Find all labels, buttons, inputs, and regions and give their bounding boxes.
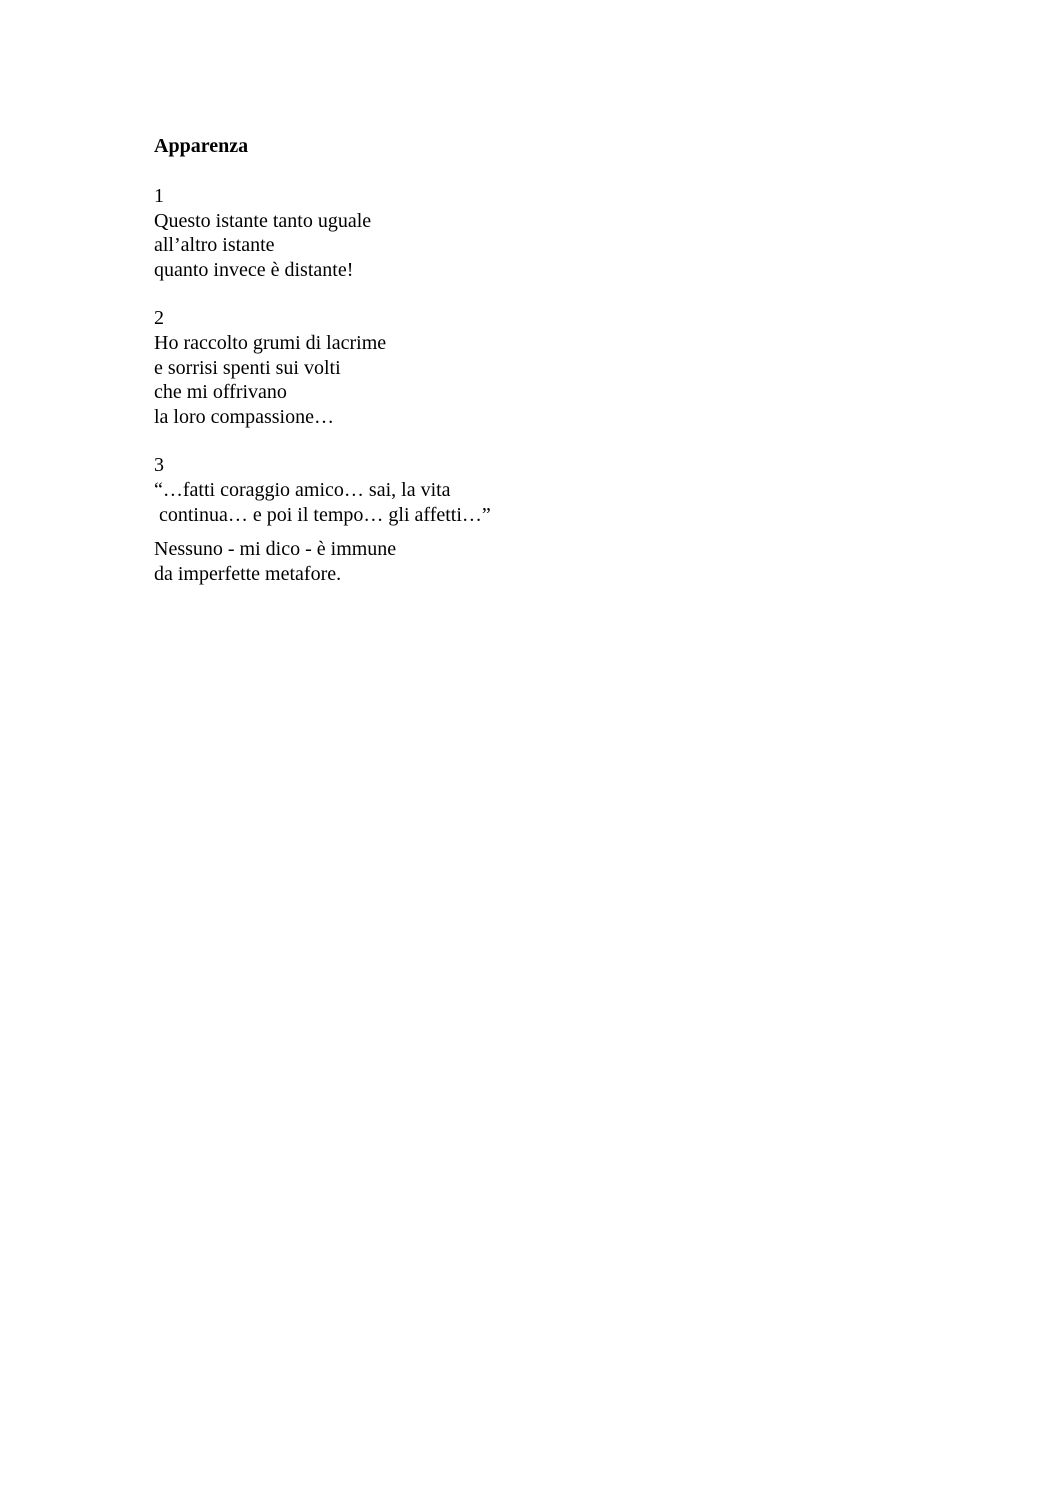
poem-line: da imperfette metafore. — [154, 562, 342, 585]
stanza-2 — [154, 306, 854, 429]
poem-line: all’altro istante — [154, 234, 275, 257]
stanza-3 — [154, 453, 854, 527]
stanza-1 — [154, 184, 854, 282]
stanza-number: 1 — [154, 185, 164, 207]
stanza-number: 3 — [154, 454, 164, 477]
poem-title: Apparenza — [154, 135, 249, 157]
poem-line: “…fatti coraggio amico… sai, la vita — [154, 478, 451, 501]
stanza-closing — [154, 537, 854, 586]
poem-line: Questo istante tanto uguale — [154, 209, 372, 232]
poem-line: Nessuno - mi dico - è immune — [154, 538, 397, 561]
poem-line: la loro compassione… — [154, 405, 334, 428]
poem-line: quanto invece è distante! — [154, 258, 354, 281]
poem-line: e sorrisi spenti sui volti — [154, 356, 341, 379]
poem-line: Ho raccolto grumi di lacrime — [154, 331, 387, 354]
poem-line: che mi offrivano — [154, 381, 287, 404]
poem-line: continua… e poi il tempo… gli affetti…” — [154, 503, 491, 526]
stanza-number: 2 — [154, 307, 164, 330]
poem — [154, 134, 854, 586]
